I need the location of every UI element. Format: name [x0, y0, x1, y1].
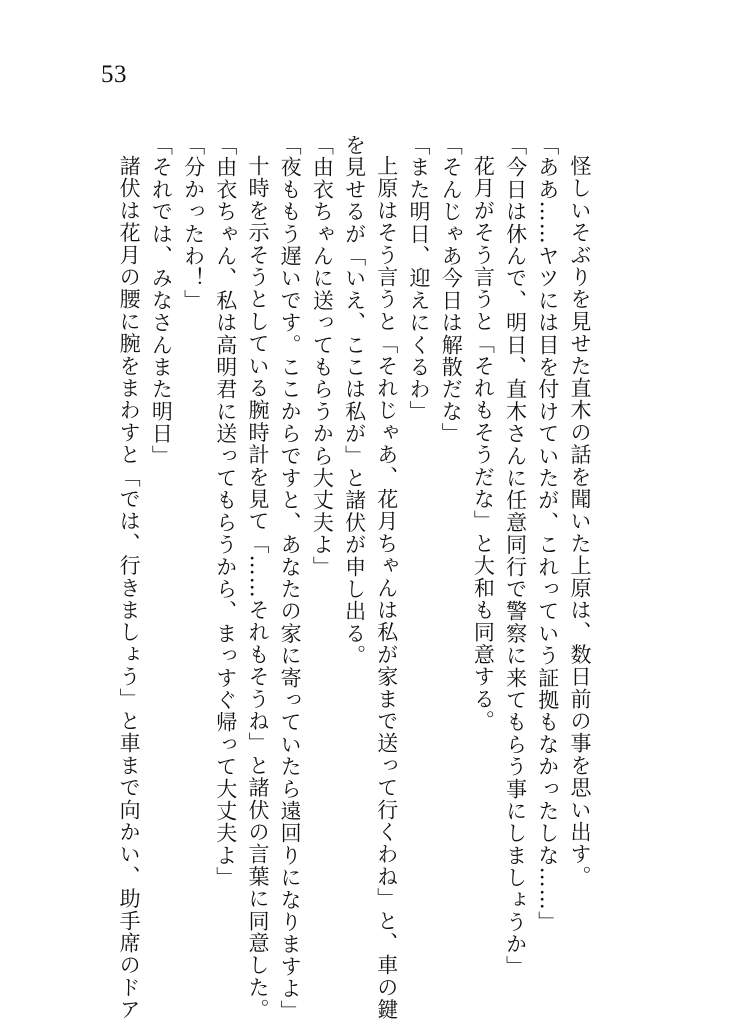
text-line: 十時を示そうとしている腕時計を見て「……それもそうね」と諸伏の言葉に同意した。 — [245, 155, 270, 1021]
text-line: 「また明日、迎えにくるわ」 — [406, 134, 431, 423]
text-line: を見せるが「いえ、ここは私が」と諸伏が申し出る。 — [342, 134, 367, 667]
text-line: 「それでは、みなさんまた明日」 — [149, 134, 174, 467]
text-line: 「ああ……ヤツには目を付けていたが、これっていう証拠もなかったしな……」 — [535, 134, 560, 934]
text-line: 怪しいそぶりを見せた直木の話を聞いた上原は、数日前の事を思い出す。 — [568, 155, 592, 888]
text-line: 「由衣ちゃんに送ってもらうから大丈夫よ」 — [310, 134, 335, 578]
body-text — [113, 134, 596, 1022]
page-number: 53 — [101, 61, 127, 88]
text-line: 「由衣ちゃん、私は高明君に送ってもらうから、まっすぐ帰って大丈夫よ」 — [213, 134, 238, 889]
text-line: 「夜ももう遅いです。ここからですと、あなたの家に寄っていたら遠回りになりますよ」 — [278, 134, 303, 1022]
text-line: 「そんじゃあ今日は解散だな」 — [439, 134, 464, 445]
text-line: 花月がそう言うと「それもそうだな」と大和も同意する。 — [471, 155, 496, 733]
text-line: 諸伏は花月の腰に腕をまわすと「では、行きましょう」と車まで向かい、助手席のドア — [117, 155, 142, 1021]
text-line: 上原はそう言うと「それじゃあ、花月ちゃんは私が家まで送って行くわね」と、車の鍵 — [374, 155, 399, 1021]
text-line: 「今日は休んで、明日、直木さんに任意同行で警察に来てもらう事にしましょうか」 — [503, 134, 528, 978]
text-line: 「分かったわ！」 — [181, 134, 206, 312]
